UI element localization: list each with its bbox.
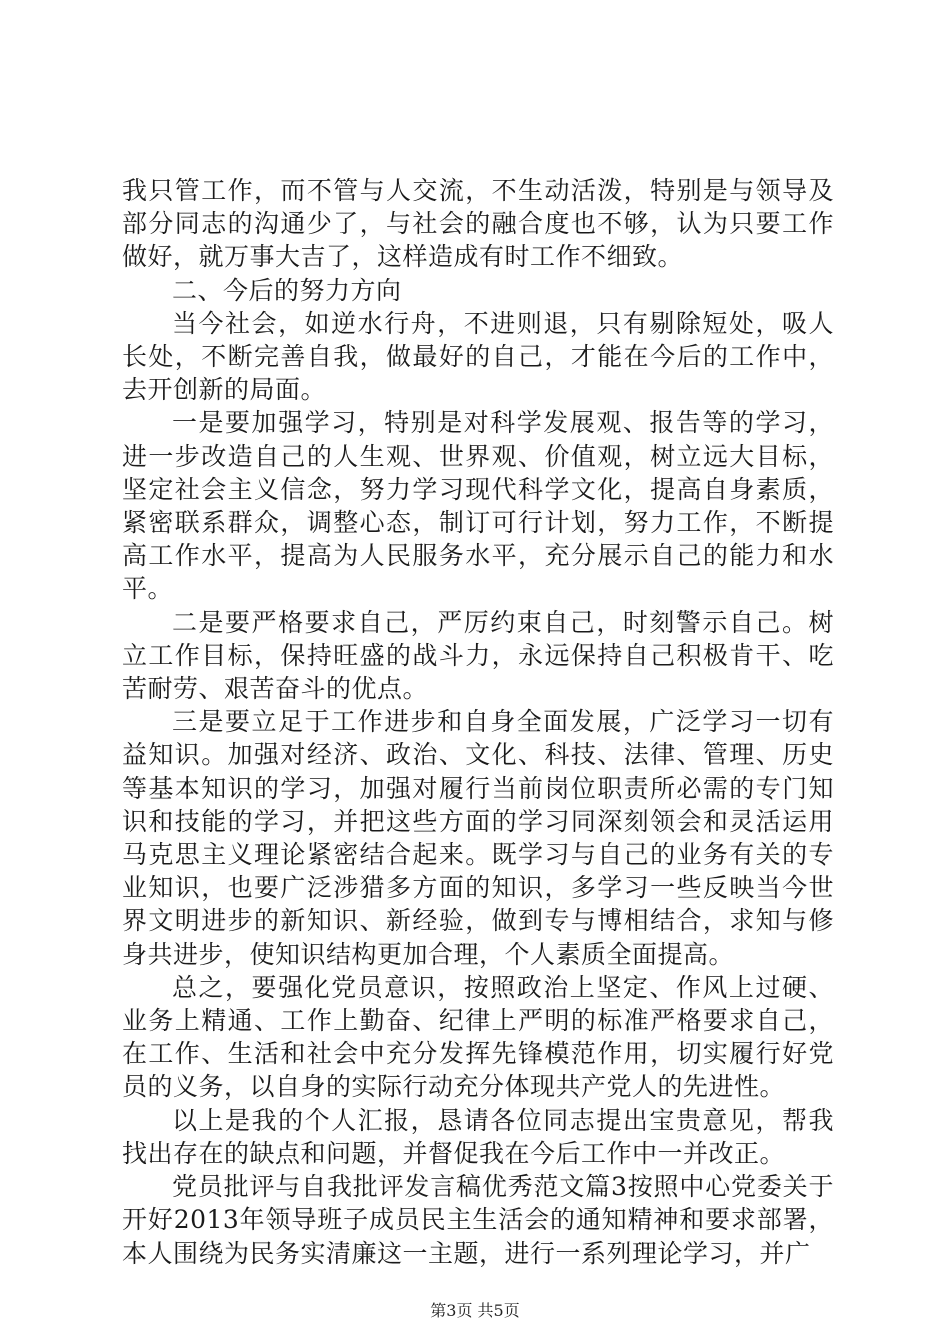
paragraph: 三是要立足于工作进步和自身全面发展，广泛学习一切有益知识。加强对经济、政治、文化、科技、法律、管理、历史等基本知识的学习，加强对履行当前岗位职责所必需的专门知识和技能的学习，并把这些方面的学习同深刻领会和灵活运用马克思主义理论紧密结合起来。既学习与自己的业务有关的专业知识，也要广泛涉猎多方面的知识，多学习一些反映当今世界文明进步的新知识、新经验，做到专与博相结合，求知与修身共进步，使知识结构更加合理，个人素质全面提高。 xyxy=(122,707,834,969)
page-number-footer: 第3页 共5页 xyxy=(430,1301,520,1320)
paragraph: 以上是我的个人汇报，恳请各位同志提出宝贵意见，帮我找出存在的缺点和问题，并督促我在今后工作中一并改正。 xyxy=(122,1105,834,1168)
paragraph: 党员批评与自我批评发言稿优秀范文篇3按照中心党委关于开好2013年领导班子成员民主生活会的通知精神和要求部署，本人围绕为民务实清廉这一主题，进行一系列理论学习，并广 xyxy=(122,1172,834,1268)
section-heading: 二、今后的努力方向 xyxy=(172,275,402,305)
paragraph: 当今社会，如逆水行舟，不进则退，只有剔除短处，吸人长处，不断完善自我，做最好的自己，才能在今后的工作中，去开创新的局面。 xyxy=(122,308,834,405)
paragraph: 一是要加强学习，特别是对科学发展观、报告等的学习，进一步改造自己的人生观、世界观、价值观，树立远大目标，坚定社会主义信念，努力学习现代科学文化，提高自身素质，紧密联系群众，调整心态，制订可行计划，努力工作，不断提高工作水平，提高为人民服务水平，充分展示自己的能力和水平。 xyxy=(122,408,834,604)
paragraph-continuation: 我只管工作，而不管与人交流，不生动活泼，特别是与领导及部分同志的沟通少了，与社会的融合度也不够，认为只要工作做好，就万事大吉了，这样造成有时工作不细致。 xyxy=(122,176,834,272)
paragraph: 总之，要强化党员意识，按照政治上坚定、作风上过硬、业务上精通、工作上勤奋、纪律上严明的标准严格要求自己，在工作、生活和社会中充分发挥先锋模范作用，切实履行好党员的义务，以自身的实际行动充分体现共产党人的先进性。 xyxy=(122,972,834,1102)
document-body xyxy=(122,174,834,1270)
paragraph: 二是要严格要求自己，严厉约束自己，时刻警示自己。树立工作目标，保持旺盛的战斗力，永远保持自己积极肯干、吃苦耐劳、艰苦奋斗的优点。 xyxy=(122,607,834,704)
